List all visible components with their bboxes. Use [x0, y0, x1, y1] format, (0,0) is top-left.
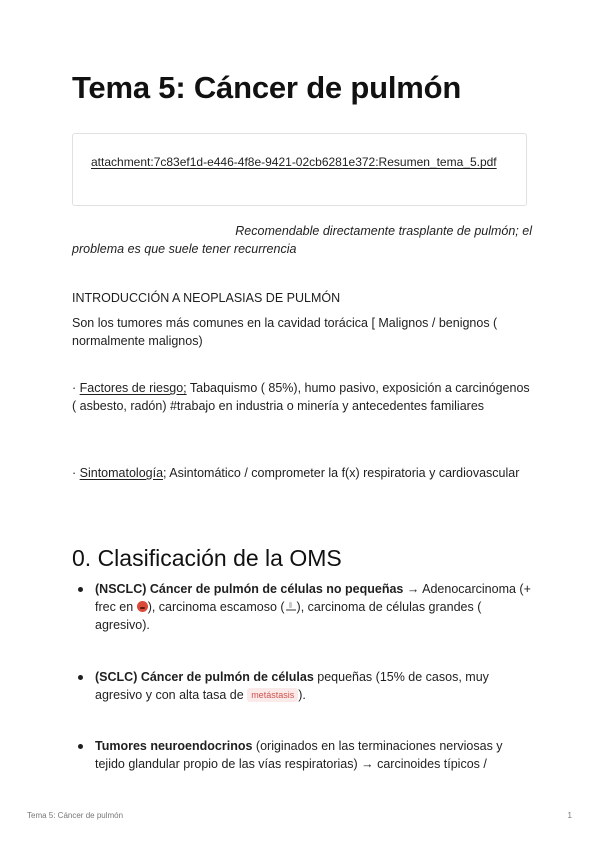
bullet-dot [78, 587, 83, 592]
neuro-bold: Tumores neuroendocrinos [95, 739, 253, 753]
metastasis-tag: metástasis [247, 688, 298, 702]
sclc-text-b: ). [298, 688, 306, 702]
bullet-dot [78, 744, 83, 749]
list-item-sclc [72, 668, 532, 704]
section-heading: 0. Clasificación de la OMS [72, 545, 342, 571]
bullet-dot [78, 675, 83, 680]
symptom-prefix: · [72, 466, 80, 480]
attachment-link[interactable]: attachment:7c83ef1d-e446-4f8e-9421-02cb6281e372:Resumen_tema_5.pdf [91, 155, 497, 169]
list-item-neuroendocrine [72, 737, 532, 773]
quote-line-1: Recomendable directamente trasplante de pulmón; el [235, 224, 532, 238]
intro-heading: INTRODUCCIÓN A NEOPLASIAS DE PULMÓN [72, 291, 341, 305]
nsclc-bold: (NSCLC) Cáncer de pulmón de células no pequeñas [95, 582, 404, 596]
cigarette-icon [285, 602, 297, 612]
quote-line-2: problema es que suele tener recurrencia [72, 242, 297, 256]
page-title: Tema 5: Cáncer de pulmón [72, 70, 462, 105]
nsclc-text-b: ), carcinoma escamoso ( [147, 600, 285, 614]
symptoms-paragraph [72, 464, 532, 482]
neuro-text-a: (originados en las terminaciones nerviosas y tejido glandular propio de las vías respiratorias) → carcinoides típicos / [95, 739, 503, 771]
list-item-nsclc [72, 580, 532, 634]
intro-text: Son los tumores más comunes en la cavidad torácica [ Malignos / benignos ( normalmente malignos) [72, 316, 498, 348]
sclc-bold: (SCLC) Cáncer de pulmón de células [95, 670, 314, 684]
footer-page-number: 1 [567, 811, 572, 820]
footer-title: Tema 5: Cáncer de pulmón [27, 811, 124, 820]
quote-block [72, 222, 532, 258]
risk-prefix: · [72, 381, 80, 395]
attachment-box[interactable] [72, 133, 527, 206]
risk-text: Tabaquismo ( 85%), humo pasivo, exposición a carcinógenos ( asbesto, radón) #trabajo en industria o minería y antecedentes familiares [72, 381, 530, 413]
risk-factors-paragraph [72, 379, 532, 415]
sclc-text-a: pequeñas (15% de casos, muy agresivo y con alta tasa de [95, 670, 489, 702]
nsclc-text-c: ), carcinoma de células grandes ( agresivo). [95, 600, 482, 632]
symptom-label: Sintomatología [79, 466, 164, 480]
risk-label: Factores de riesgo; [79, 381, 187, 395]
nsclc-text-a: → Adenocarcinoma (+ frec en [95, 582, 531, 614]
symptom-text: ; Asintomático / comprometer la f(x) respiratoria y cardiovascular [163, 466, 520, 480]
angry-face-icon [137, 601, 148, 612]
